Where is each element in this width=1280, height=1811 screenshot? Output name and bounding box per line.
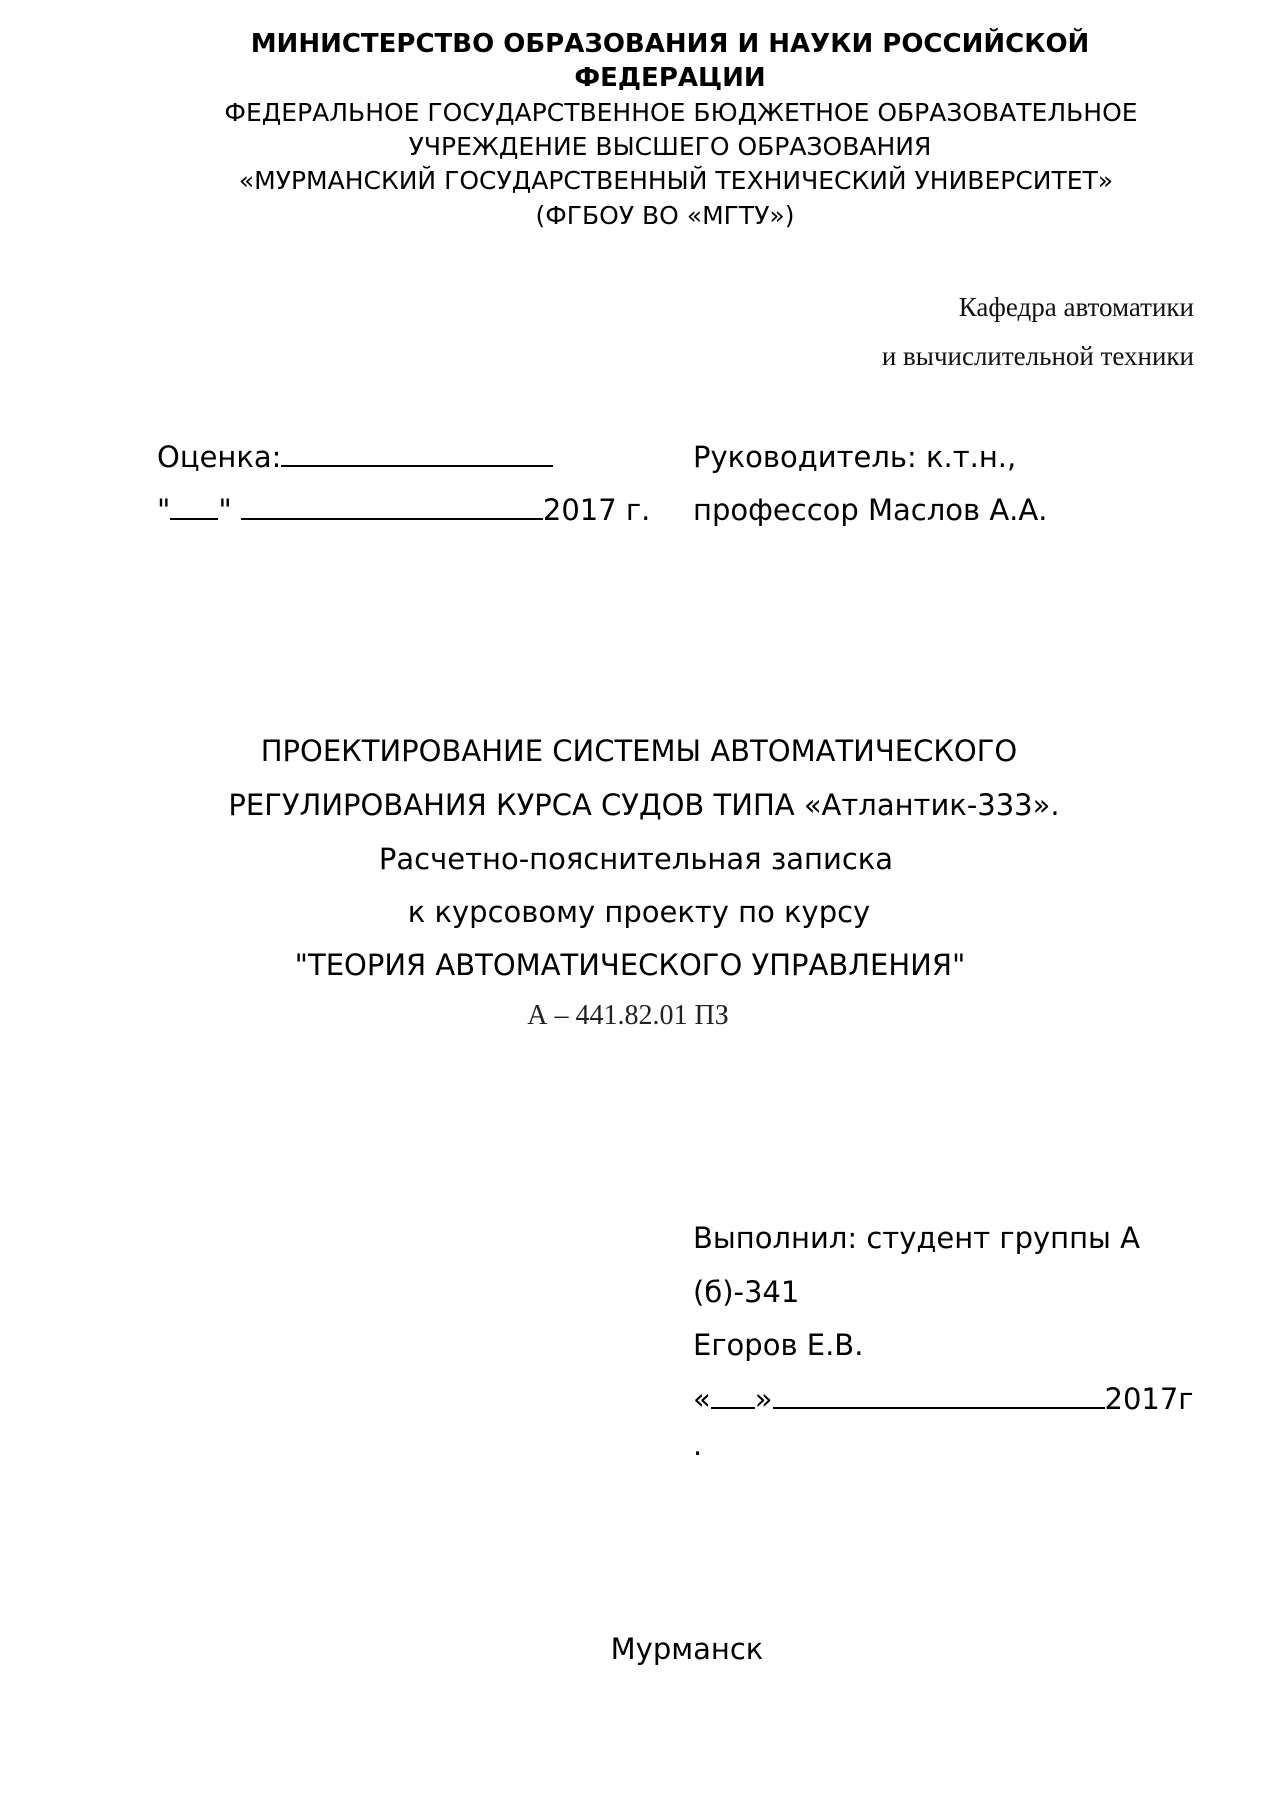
date-year: 2017 г.	[542, 493, 651, 527]
ministry-line-1: МИНИСТЕРСТВО ОБРАЗОВАНИЯ И НАУКИ РОССИЙСКОЙ	[250, 29, 1090, 59]
grade-date-line	[157, 490, 650, 530]
student-line-2: (б)-341	[693, 1275, 800, 1309]
student-name: Егоров Е.В.	[693, 1328, 864, 1362]
department-line-1: Кафедра автоматики	[958, 292, 1194, 322]
student-line-1: Выполнил: студент группы А	[693, 1221, 1141, 1255]
supervisor-line-1: Руководитель: к.т.н.,	[693, 440, 1017, 474]
date-month-blank	[241, 494, 543, 520]
grade-blank	[281, 441, 553, 467]
ministry-line-2: ФЕДЕРАЦИИ	[574, 63, 766, 93]
student-trailing-dot: .	[693, 1428, 703, 1462]
title-line-2: РЕГУЛИРОВАНИЯ КУРСА СУДОВ ТИПА «Атлантик-333».	[228, 788, 1060, 822]
city: Мурманск	[610, 1632, 764, 1666]
title-line-3: Расчетно-пояснительная записка	[378, 842, 894, 876]
department-line-2: и вычислительной техники	[881, 341, 1194, 371]
institution-line-2: УЧРЕЖДЕНИЕ ВЫСШЕГО ОБРАЗОВАНИЯ	[408, 132, 932, 161]
student-date-month-blank	[773, 1383, 1105, 1409]
student-date-day-blank	[711, 1383, 755, 1409]
institution-line-3: «МУРМАНСКИЙ ГОСУДАРСТВЕННЫЙ ТЕХНИЧЕСКИЙ УНИВЕРСИТЕТ»	[238, 166, 1114, 195]
date-day-blank	[170, 494, 218, 520]
date-open-quote: "	[157, 493, 171, 527]
title-line-5: "ТЕОРИЯ АВТОМАТИЧЕСКОГО УПРАВЛЕНИЯ"	[294, 948, 966, 982]
institution-line-1: ФЕДЕРАЛЬНОЕ ГОСУДАРСТВЕННОЕ БЮДЖЕТНОЕ ОБРАЗОВАТЕЛЬНОЕ	[224, 98, 1138, 127]
document-code: А – 441.82.01 ПЗ	[527, 1000, 729, 1031]
student-date-open-quote: «	[693, 1382, 711, 1416]
date-close-quote: "	[218, 493, 232, 527]
student-date-close-quote: »	[754, 1382, 773, 1416]
title-line-4: к курсовому проекту по курсу	[407, 895, 871, 929]
grade-line	[157, 437, 553, 477]
student-date-line	[693, 1379, 1194, 1419]
grade-label: Оценка:	[157, 440, 282, 474]
institution-short-name: (ФГБОУ ВО «МГТУ»)	[535, 201, 795, 230]
title-line-1: ПРОЕКТИРОВАНИЕ СИСТЕМЫ АВТОМАТИЧЕСКОГО	[260, 734, 1018, 768]
supervisor-line-2: профессор Маслов А.А.	[693, 493, 1048, 527]
student-date-year: 2017г	[1104, 1382, 1194, 1416]
